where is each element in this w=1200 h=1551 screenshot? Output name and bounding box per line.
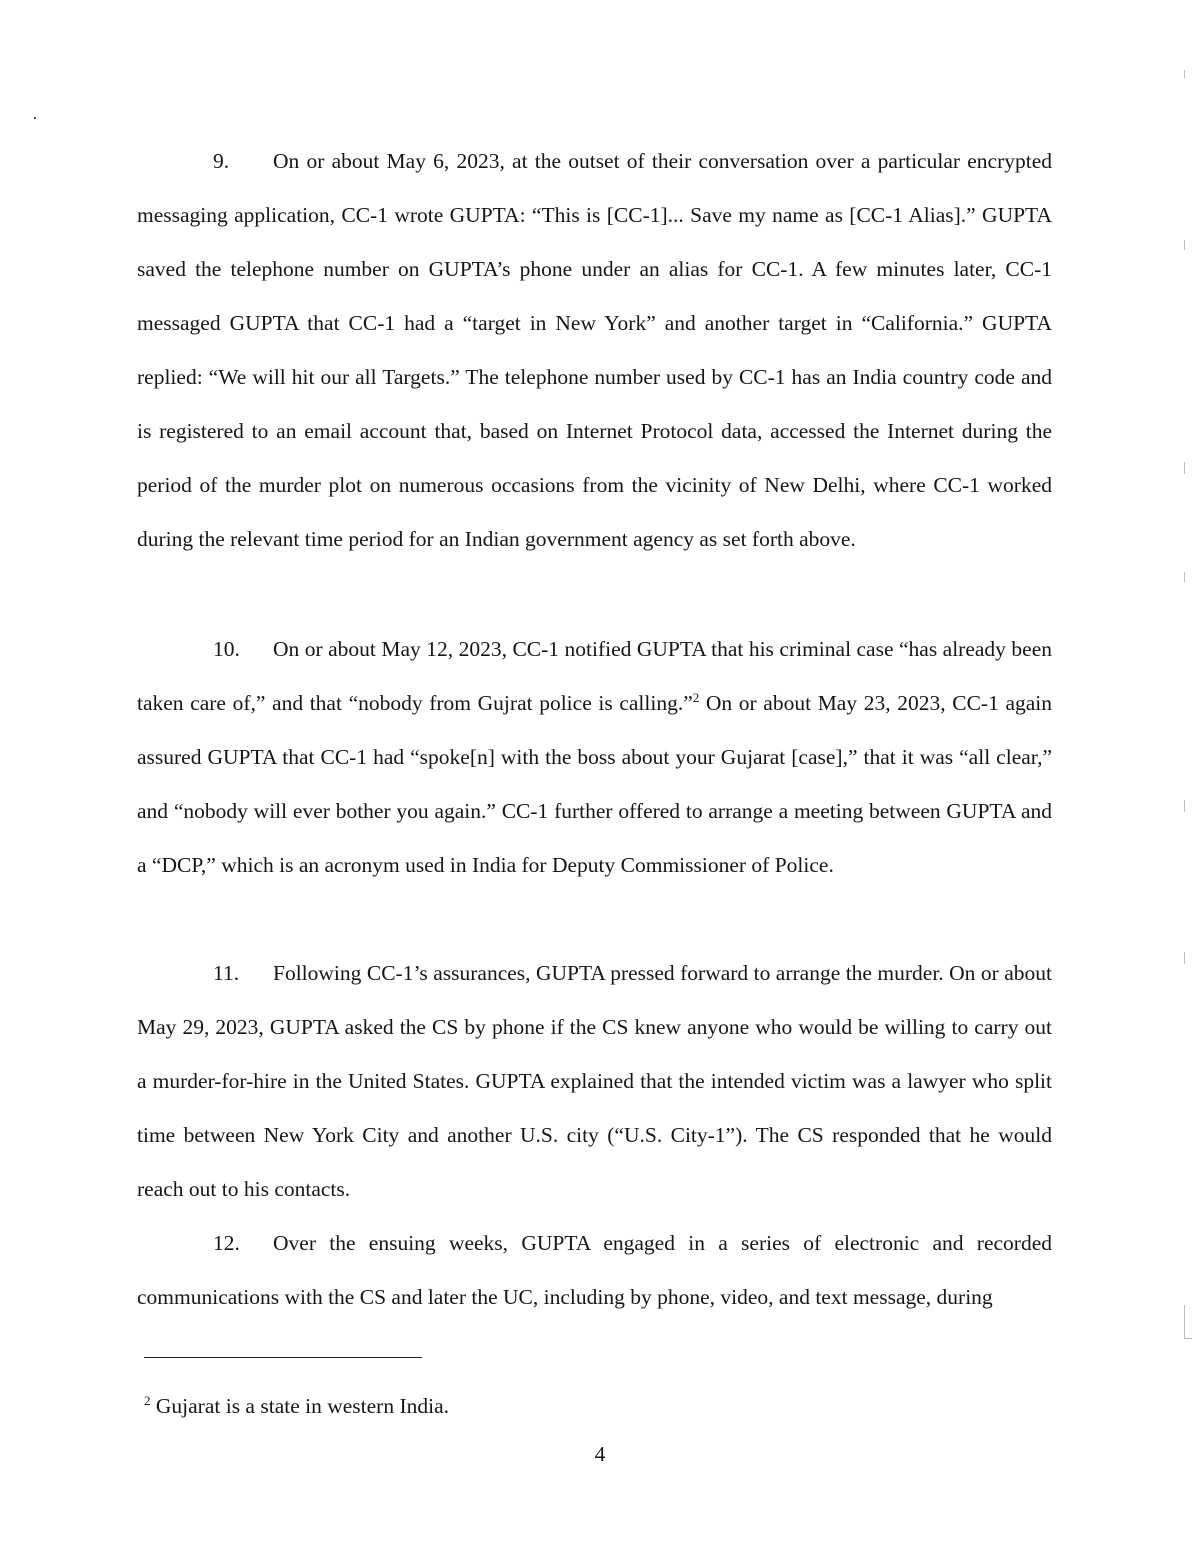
footnote-marker: 2 <box>144 1392 151 1408</box>
paragraph-12 <box>137 1216 1052 1324</box>
scan-speck <box>34 117 36 119</box>
paragraph-text: On or about May 12, 2023, CC-1 notified GUPTA that his criminal case “has already been taken care of,” and that “nobody from Gujrat police is calling.” <box>137 637 1052 715</box>
scan-margin-mark <box>1184 462 1185 474</box>
scan-margin-mark <box>1184 800 1185 812</box>
page-number: 4 <box>594 1442 606 1466</box>
paragraph-number: 11. <box>213 961 240 985</box>
scan-margin-mark <box>1184 70 1185 78</box>
paragraph-text: On or about May 6, 2023, at the outset of their conversation over a particular encrypted messaging application, CC-1 wrote GUPTA: “This is [CC-1]... Save my name as [CC-1 Alias].” GUPTA saved the telephone number on GUPTA’s phone under an alias for CC-1. A few minutes later, CC-1 messaged GUPTA that CC-1 had a “target in New York” and another target in “California.” GUPTA replied: “We will hit our all Targets.” The telephone number used by CC-1 has an India country code and is registered to an email account that, based on Internet Protocol data, accessed the Internet during the period of the murder plot on numerous occasions from the vicinity of New Delhi, where CC-1 worked during the relevant time period for an Indian government agency as set forth above. <box>137 149 1052 551</box>
scan-margin-mark <box>1184 572 1185 582</box>
paragraph-number: 10. <box>213 637 240 661</box>
footnote <box>144 1392 449 1420</box>
footnote-separator <box>144 1357 422 1358</box>
paragraph-text: Over the ensuing weeks, GUPTA engaged in a series of electronic and recorded communications with the CS and later the UC, including by phone, video, and text message, during <box>137 1231 1052 1309</box>
scan-margin-mark <box>1184 1305 1185 1339</box>
paragraph-text: Following CC-1’s assurances, GUPTA pressed forward to arrange the murder. On or about May 29, 2023, GUPTA asked the CS by phone if the CS knew anyone who would be willing to carry out a murder-for-hire in the United States. GUPTA explained that the intended victim was a lawyer who split time between New York City and another U.S. city (“U.S. City-1”). The CS responded that he would reach out to his contacts. <box>137 961 1052 1201</box>
scan-margin-mark <box>1184 952 1185 964</box>
footnote-reference: 2 <box>692 689 700 705</box>
scan-margin-mark <box>1184 240 1185 250</box>
paragraph-text-continued: On or about May 23, 2023, CC-1 again assured GUPTA that CC-1 had “spoke[n] with the boss about your Gujarat [case],” that it was “all clear,” and “nobody will ever bother you again.” CC-1 further offered to arrange a meeting between GUPTA and a “DCP,” which is an acronym used in India for Deputy Commissioner of Police. <box>137 691 1052 877</box>
paragraph-number: 9. <box>213 149 230 173</box>
paragraph-10 <box>137 622 1052 892</box>
paragraph-9 <box>137 134 1052 566</box>
footnote-text: Gujarat is a state in western India. <box>150 1394 450 1418</box>
paragraph-11 <box>137 946 1052 1216</box>
scan-margin-mark <box>1184 1338 1192 1339</box>
paragraph-number: 12. <box>213 1231 240 1255</box>
